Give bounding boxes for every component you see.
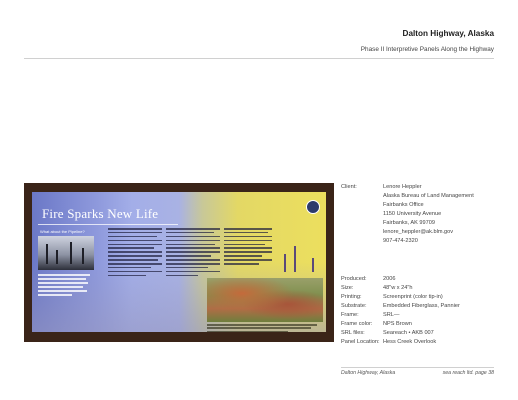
spec-label: Printing: — [341, 294, 362, 300]
spec-value: Seareach • AKB 007 — [383, 330, 434, 336]
page-title: Dalton Highway, Alaska — [402, 29, 494, 38]
landscape-caption-illegible — [207, 324, 323, 332]
fireweed-plant — [312, 258, 314, 272]
spec-value: lenore_heppler@ak.blm.gov — [383, 229, 454, 235]
spec-value: Alaska Bureau of Land Management — [383, 193, 474, 199]
header-divider — [24, 58, 494, 59]
spec-label: SRL files: — [341, 330, 365, 336]
spec-label: Panel Location: — [341, 339, 380, 345]
spec-value: 1150 University Avenue — [383, 211, 442, 217]
spec-value: Lenore Heppler — [383, 184, 422, 190]
panel-title: Fire Sparks New Life — [42, 206, 159, 221]
photo-caption-illegible — [38, 274, 94, 298]
panel-text-column-2 — [166, 228, 220, 279]
interpretive-panel-image — [24, 183, 334, 342]
spec-label: Frame color: — [341, 321, 373, 327]
panel-title-rule — [38, 224, 178, 225]
spec-value: 2006 — [383, 276, 396, 282]
panel-face — [32, 192, 326, 332]
fireweed-plant — [284, 254, 286, 272]
tree-silhouette — [56, 250, 58, 264]
spec-value: Fairbanks, AK 99709 — [383, 220, 435, 226]
spec-value: Hess Creek Overlook — [383, 339, 437, 345]
burned-landscape-photo — [207, 278, 323, 322]
fireweed-plant — [294, 246, 296, 272]
footer-divider — [341, 367, 494, 368]
tree-silhouette — [82, 248, 84, 264]
spec-label: Substrate: — [341, 303, 367, 309]
spec-value: 48"w x 24"h — [383, 285, 413, 291]
spec-value: 907-474-2320 — [383, 238, 418, 244]
blm-logo — [306, 200, 320, 214]
spec-label: Produced: — [341, 276, 367, 282]
panel-kicker: What about the Pipeline? — [40, 229, 85, 234]
spec-value: Fairbanks Office — [383, 202, 424, 208]
page-subtitle: Phase II Interpretive Panels Along the Highway — [360, 46, 494, 53]
spec-label: Size: — [341, 285, 354, 291]
tree-silhouette — [70, 242, 72, 264]
pipeline-photo — [38, 236, 94, 270]
spec-value: NPS Brown — [383, 321, 412, 327]
footer-left-text: Dalton Highway, Alaska — [341, 370, 396, 376]
panel-text-column-1 — [108, 228, 162, 279]
panel-text-column-3 — [224, 228, 272, 267]
spec-label: Client: — [341, 184, 357, 190]
spec-label: Frame: — [341, 312, 359, 318]
spec-value: Screenprint (color tip-in) — [383, 294, 443, 300]
tree-silhouette — [46, 244, 48, 264]
footer-page-number: sea reach ltd. page 38 — [442, 370, 494, 376]
spec-value: SRL— — [383, 312, 400, 318]
spec-value: Embedded Fiberglass, Pannier — [383, 303, 460, 309]
